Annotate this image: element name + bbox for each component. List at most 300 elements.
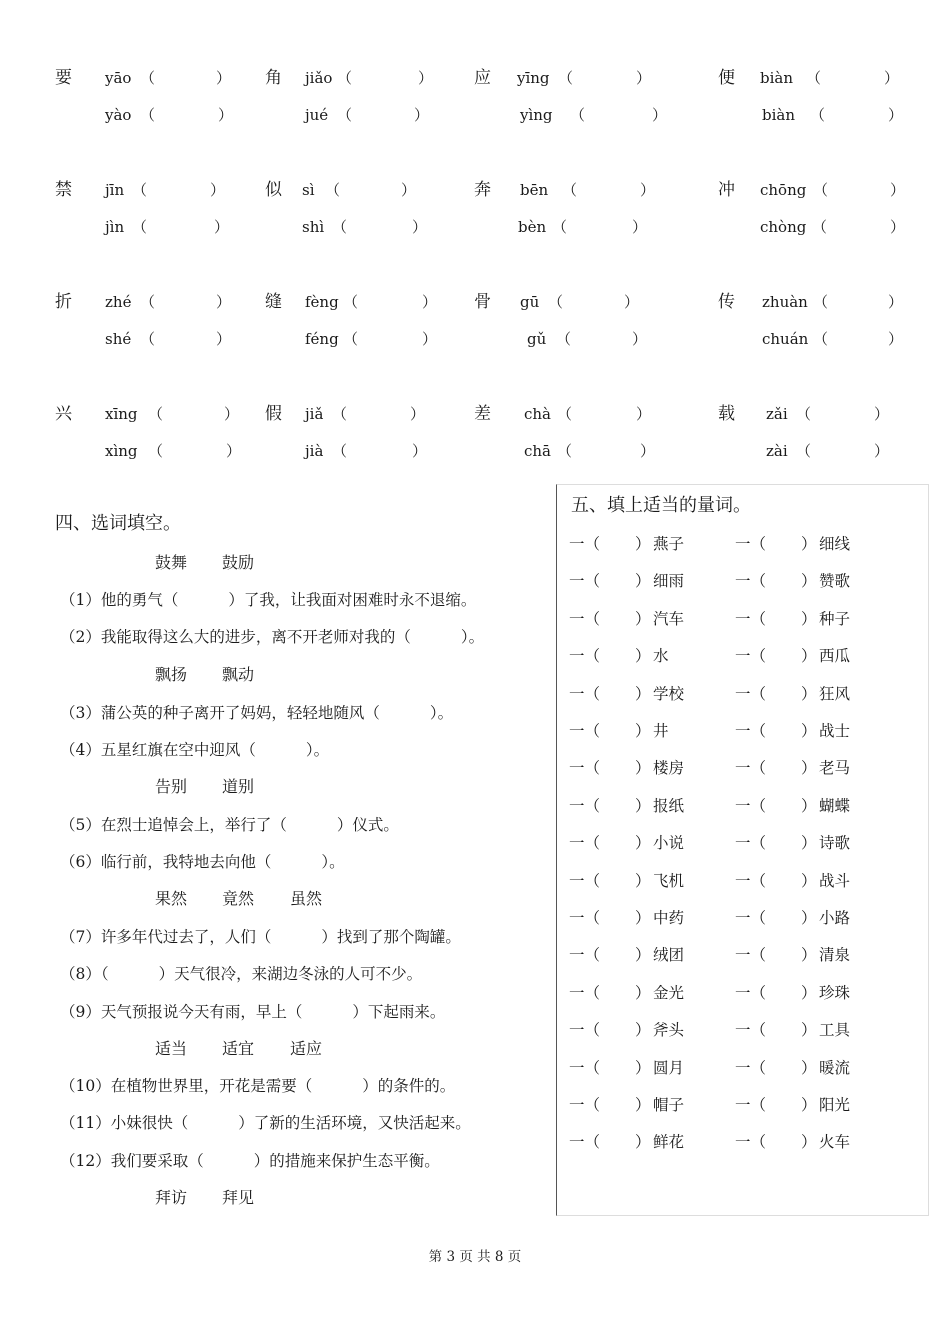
polyphonic-char: 载: [718, 404, 735, 424]
word-option: 虽然: [290, 889, 323, 908]
pinyin-reading: yào: [105, 106, 132, 124]
paren-open: （: [813, 181, 829, 199]
pinyin-reading: jìn: [105, 218, 125, 236]
measure-noun: 金光: [653, 984, 685, 1002]
paren-open: （: [343, 330, 359, 348]
answer-blank[interactable]: [584, 105, 650, 125]
answer-blank[interactable]: [154, 329, 214, 349]
question-text-after: ）。: [305, 741, 330, 759]
paren-close: ）: [635, 610, 651, 628]
section5-title: 五、填上适当的量词。: [571, 495, 751, 516]
pinyin-reading: zhuàn: [762, 293, 808, 311]
paren-close: ）: [801, 1133, 817, 1151]
paren-open: （: [140, 69, 156, 87]
answer-blank[interactable]: [146, 217, 212, 237]
paren-open: （: [557, 442, 573, 460]
word-option: 飘动: [222, 665, 255, 684]
paren-close: ）: [224, 405, 240, 423]
paren-open: （: [556, 330, 572, 348]
polyphonic-char: 要: [55, 68, 72, 88]
measure-prefix: 一（: [735, 834, 767, 852]
question-text-after: ）的条件的。: [362, 1077, 456, 1095]
fill-question: [60, 852, 345, 872]
question-text-before: 临行前，我特地去向他（: [100, 853, 272, 871]
measure-noun: 楼房: [653, 759, 685, 777]
question-number: （9）: [60, 1003, 101, 1021]
paren-close: ）: [888, 330, 904, 348]
measure-noun: 战士: [819, 722, 851, 740]
paren-close: ）: [635, 535, 651, 553]
measure-prefix: 一（: [735, 909, 767, 927]
measure-prefix: 一（: [735, 610, 767, 628]
paren-close: ）: [632, 330, 648, 348]
measure-prefix: 一（: [735, 647, 767, 665]
paren-close: ）: [801, 1096, 817, 1114]
question-number: （12）: [60, 1152, 111, 1170]
paren-close: ）: [635, 1133, 651, 1151]
answer-blank[interactable]: [357, 292, 420, 312]
page-footer: 第 3 页 共 8 页: [428, 1249, 522, 1265]
question-text-after: ）下起雨来。: [352, 1003, 446, 1021]
paren-open: （: [810, 106, 826, 124]
measure-noun: 水: [653, 647, 669, 665]
question-text-before: 在烈士追悼会上，举行了（: [100, 816, 287, 834]
measure-noun: 细线: [819, 535, 851, 553]
paren-close: ）: [410, 405, 426, 423]
pinyin-reading: zhé: [105, 293, 132, 311]
answer-blank[interactable]: [566, 217, 630, 237]
measure-noun: 中药: [653, 909, 685, 927]
paren-close: ）: [635, 685, 651, 703]
paren-close: ）: [412, 442, 428, 460]
paren-close: ）: [640, 442, 656, 460]
paren-close: ）: [635, 1059, 651, 1077]
question-text-before: 蒲公英的种子离开了妈妈，轻轻地随风（: [100, 704, 380, 722]
fill-question: [60, 740, 329, 760]
paren-close: ）: [218, 106, 234, 124]
paren-close: ）: [801, 1021, 817, 1039]
pinyin-reading: chòng: [760, 218, 807, 236]
pinyin-reading: yāo: [105, 69, 132, 87]
pinyin-reading: jià: [305, 442, 324, 460]
paren-close: ）: [801, 909, 817, 927]
paren-close: ）: [884, 69, 900, 87]
paren-close: ）: [635, 797, 651, 815]
answer-blank[interactable]: [162, 441, 224, 461]
answer-blank[interactable]: [346, 217, 410, 237]
measure-noun: 战斗: [819, 872, 851, 890]
question-number: （3）: [60, 704, 101, 722]
answer-blank[interactable]: [827, 292, 886, 312]
paren-close: ）: [422, 330, 438, 348]
paren-close: ）: [801, 572, 817, 590]
question-number: （11）: [60, 1114, 111, 1132]
measure-noun: 圆月: [653, 1059, 685, 1077]
word-option: 飘扬: [155, 665, 188, 684]
paren-close: ）: [888, 293, 904, 311]
word-option: 道别: [222, 777, 255, 796]
answer-blank[interactable]: [162, 404, 222, 424]
paren-open: （: [796, 442, 812, 460]
measure-prefix: 一（: [735, 759, 767, 777]
question-text-before: 五星红旗在空中迎风（: [100, 741, 256, 759]
polyphonic-char: 角: [265, 68, 282, 88]
paren-close: ）: [635, 722, 651, 740]
measure-prefix: 一（: [735, 1096, 767, 1114]
measure-prefix: 一（: [735, 797, 767, 815]
pinyin-reading: chuán: [762, 330, 809, 348]
paren-close: ）: [635, 647, 651, 665]
fill-question: [60, 590, 476, 610]
pinyin-reading: sì: [302, 181, 315, 199]
question-text-before: 天气预报说今天有雨，早上（: [100, 1003, 303, 1021]
pinyin-reading: jué: [305, 106, 329, 124]
question-text-after: ）的措施来保护生态平衡。: [253, 1152, 440, 1170]
paren-open: （: [148, 405, 164, 423]
measure-noun: 清泉: [819, 946, 851, 964]
measure-prefix: 一（: [569, 647, 601, 665]
answer-blank[interactable]: [351, 105, 412, 125]
measure-noun: 珍珠: [819, 984, 851, 1002]
paren-open: （: [332, 405, 348, 423]
paren-close: ）: [635, 1096, 651, 1114]
measure-noun: 学校: [653, 685, 685, 703]
measure-noun: 飞机: [653, 872, 685, 890]
answer-blank[interactable]: [820, 68, 882, 88]
paren-close: ）: [635, 572, 651, 590]
measure-noun: 报纸: [653, 797, 685, 815]
answer-blank[interactable]: [146, 180, 208, 200]
pinyin-reading: gǔ: [527, 330, 547, 348]
pinyin-reading: biàn: [760, 69, 794, 87]
paren-open: （: [558, 69, 574, 87]
paren-close: ）: [801, 797, 817, 815]
pinyin-reading: gū: [520, 293, 540, 311]
question-number: （7）: [60, 928, 101, 946]
measure-noun: 帽子: [653, 1096, 685, 1114]
word-option: 果然: [155, 889, 188, 908]
question-text-before: 我们要采取（: [110, 1152, 204, 1170]
question-text-after: ）仪式。: [336, 816, 399, 834]
paren-close: ）: [801, 610, 817, 628]
paren-close: ）: [888, 106, 904, 124]
paren-open: （: [132, 181, 148, 199]
question-text-before: （: [100, 965, 109, 983]
pinyin-reading: xìng: [105, 442, 138, 460]
word-option: 告别: [155, 777, 188, 796]
word-option: 拜访: [155, 1188, 188, 1207]
paren-close: ）: [652, 106, 668, 124]
polyphonic-char: 兴: [55, 404, 72, 424]
fill-question: [60, 703, 453, 723]
measure-prefix: 一（: [569, 759, 601, 777]
measure-noun: 小路: [819, 909, 851, 927]
pinyin-reading: shì: [302, 218, 325, 236]
polyphonic-char: 差: [474, 404, 491, 424]
polyphonic-char: 应: [474, 68, 491, 88]
measure-prefix: 一（: [735, 572, 767, 590]
fill-question: [60, 627, 484, 647]
pinyin-reading: chà: [524, 405, 552, 423]
paren-open: （: [148, 442, 164, 460]
fill-question: [60, 815, 399, 835]
measure-prefix: 一（: [569, 1133, 601, 1151]
fill-question: [60, 927, 461, 947]
paren-close: ）: [890, 181, 906, 199]
measure-prefix: 一（: [735, 946, 767, 964]
polyphonic-char: 禁: [55, 180, 72, 200]
paren-open: （: [557, 405, 573, 423]
paren-close: ）: [801, 685, 817, 703]
answer-blank[interactable]: [810, 441, 872, 461]
measure-prefix: 一（: [569, 722, 601, 740]
paren-open: （: [325, 181, 341, 199]
word-option: 适宜: [222, 1039, 255, 1058]
paren-close: ）: [214, 218, 230, 236]
paren-close: ）: [401, 181, 417, 199]
fill-question: [60, 1151, 440, 1171]
paren-open: （: [140, 106, 156, 124]
paren-close: ）: [890, 218, 906, 236]
answer-blank[interactable]: [154, 105, 216, 125]
pinyin-reading: chā: [524, 442, 552, 460]
paren-open: （: [813, 330, 829, 348]
measure-noun: 蝴蝶: [819, 797, 851, 815]
word-option: 鼓舞: [155, 553, 188, 572]
question-number: （2）: [60, 628, 101, 646]
measure-prefix: 一（: [735, 984, 767, 1002]
question-text-before: 在植物世界里，开花是需要（: [110, 1077, 313, 1095]
paren-open: （: [132, 218, 148, 236]
paren-close: ）: [635, 872, 651, 890]
answer-blank[interactable]: [351, 68, 416, 88]
question-number: （1）: [60, 591, 101, 609]
measure-noun: 鲜花: [653, 1133, 685, 1151]
measure-prefix: 一（: [735, 1133, 767, 1151]
question-number: （6）: [60, 853, 101, 871]
pinyin-reading: shé: [105, 330, 132, 348]
measure-prefix: 一（: [569, 535, 601, 553]
polyphonic-char: 骨: [474, 292, 491, 312]
answer-blank[interactable]: [826, 217, 888, 237]
measure-noun: 工具: [819, 1021, 851, 1039]
paren-open: （: [570, 106, 586, 124]
paren-close: ）: [635, 834, 651, 852]
question-number: （8）: [60, 965, 101, 983]
polyphonic-char: 传: [718, 292, 735, 312]
paren-open: （: [332, 218, 348, 236]
pinyin-reading: xīng: [105, 405, 138, 423]
paren-close: ）: [226, 442, 242, 460]
word-option: 适当: [155, 1039, 188, 1058]
paren-open: （: [562, 181, 578, 199]
measure-noun: 老马: [819, 759, 851, 777]
answer-blank[interactable]: [571, 404, 634, 424]
paren-open: （: [337, 106, 353, 124]
paren-open: （: [812, 218, 828, 236]
answer-blank[interactable]: [827, 329, 886, 349]
pinyin-reading: bèn: [518, 218, 547, 236]
measure-prefix: 一（: [735, 535, 767, 553]
paren-close: ）: [636, 405, 652, 423]
question-text-before: 他的勇气（: [100, 591, 179, 609]
answer-blank[interactable]: [824, 105, 886, 125]
paren-open: （: [813, 293, 829, 311]
answer-blank[interactable]: [154, 292, 214, 312]
answer-blank[interactable]: [576, 180, 638, 200]
paren-open: （: [332, 442, 348, 460]
paren-open: （: [337, 69, 353, 87]
polyphonic-char: 缝: [265, 292, 282, 312]
measure-prefix: 一（: [569, 984, 601, 1002]
fill-question: [60, 1113, 471, 1133]
paren-close: ）: [874, 405, 890, 423]
pinyin-reading: jīn: [105, 181, 125, 199]
pinyin-reading: fèng: [305, 293, 339, 311]
paren-close: ）: [874, 442, 890, 460]
measure-noun: 西瓜: [819, 647, 851, 665]
answer-blank[interactable]: [154, 68, 214, 88]
measure-prefix: 一（: [569, 872, 601, 890]
measure-prefix: 一（: [569, 797, 601, 815]
paren-close: ）: [216, 69, 232, 87]
paren-close: ）: [801, 535, 817, 553]
paren-open: （: [552, 218, 568, 236]
question-text-after: ）。: [460, 628, 485, 646]
pinyin-reading: zǎi: [766, 405, 788, 423]
question-text-after: ）了新的生活环境，又快活起来。: [238, 1114, 471, 1132]
measure-noun: 种子: [819, 610, 851, 628]
paren-close: ）: [636, 69, 652, 87]
measure-noun: 阳光: [819, 1096, 851, 1114]
paren-close: ）: [801, 647, 817, 665]
measure-prefix: 一（: [569, 685, 601, 703]
measure-noun: 火车: [819, 1133, 851, 1151]
question-text-after: ）。: [429, 704, 454, 722]
measure-prefix: 一（: [569, 1059, 601, 1077]
answer-blank[interactable]: [346, 441, 410, 461]
polyphonic-char: 便: [718, 68, 735, 88]
pinyin-reading: yìng: [520, 106, 553, 124]
question-text-after: ）找到了那个陶罐。: [321, 928, 461, 946]
measure-noun: 汽车: [653, 610, 685, 628]
word-option: 适应: [290, 1039, 323, 1058]
answer-blank[interactable]: [339, 180, 399, 200]
answer-blank[interactable]: [810, 404, 872, 424]
measure-noun: 绒团: [653, 946, 685, 964]
word-option: 竟然: [222, 889, 255, 908]
measure-word-box: [556, 484, 929, 1216]
paren-open: （: [796, 405, 812, 423]
measure-noun: 赞歌: [819, 572, 851, 590]
answer-blank[interactable]: [827, 180, 888, 200]
measure-noun: 井: [653, 722, 669, 740]
measure-noun: 燕子: [653, 535, 685, 553]
paren-open: （: [140, 330, 156, 348]
measure-noun: 诗歌: [819, 834, 851, 852]
question-number: （5）: [60, 816, 101, 834]
paren-close: ）: [801, 946, 817, 964]
measure-noun: 暖流: [819, 1059, 851, 1077]
polyphonic-char: 假: [265, 404, 282, 424]
measure-prefix: 一（: [569, 1021, 601, 1039]
pinyin-reading: jiǎ: [305, 405, 324, 423]
word-option: 鼓励: [222, 553, 255, 572]
pinyin-reading: jiǎo: [305, 69, 333, 87]
measure-noun: 小说: [653, 834, 685, 852]
measure-noun: 狂风: [819, 685, 851, 703]
pinyin-reading: chōng: [760, 181, 807, 199]
paren-open: （: [343, 293, 359, 311]
question-text-before: 小妹很快（: [110, 1114, 189, 1132]
pinyin-reading: zài: [766, 442, 788, 460]
paren-close: ）: [801, 1059, 817, 1077]
measure-prefix: 一（: [569, 946, 601, 964]
section4-title: 四、选词填空。: [55, 513, 181, 534]
measure-prefix: 一（: [569, 1096, 601, 1114]
pinyin-reading: bēn: [520, 181, 549, 199]
answer-blank[interactable]: [357, 329, 420, 349]
paren-close: ）: [635, 946, 651, 964]
measure-prefix: 一（: [569, 834, 601, 852]
question-number: （10）: [60, 1077, 111, 1095]
answer-blank[interactable]: [346, 404, 408, 424]
question-text-before: 许多年代过去了，人们（: [100, 928, 272, 946]
paren-close: ）: [635, 759, 651, 777]
polyphonic-char: 冲: [718, 180, 735, 200]
paren-close: ）: [414, 106, 430, 124]
measure-prefix: 一（: [569, 572, 601, 590]
answer-blank[interactable]: [562, 292, 622, 312]
paren-close: ）: [801, 872, 817, 890]
paren-close: ）: [635, 1021, 651, 1039]
answer-blank[interactable]: [570, 329, 630, 349]
polyphonic-char: 似: [265, 180, 282, 200]
measure-prefix: 一（: [569, 610, 601, 628]
word-option: 拜见: [222, 1188, 255, 1207]
question-text-after: ）。: [321, 853, 345, 871]
paren-close: ）: [801, 722, 817, 740]
pinyin-reading: yīng: [517, 69, 550, 87]
polyphonic-char: 折: [55, 292, 72, 312]
measure-noun: 细雨: [653, 572, 685, 590]
paren-close: ）: [640, 181, 656, 199]
polyphonic-char: 奔: [474, 180, 491, 200]
question-text-before: 我能取得这么大的进步，离不开老师对我的（: [100, 628, 411, 646]
measure-noun: 斧头: [653, 1021, 685, 1039]
answer-blank[interactable]: [571, 441, 638, 461]
answer-blank[interactable]: [572, 68, 634, 88]
paren-close: ）: [632, 218, 648, 236]
paren-close: ）: [418, 69, 434, 87]
measure-prefix: 一（: [735, 1021, 767, 1039]
paren-close: ）: [422, 293, 438, 311]
measure-prefix: 一（: [735, 722, 767, 740]
paren-close: ）: [624, 293, 640, 311]
paren-open: （: [548, 293, 564, 311]
fill-question: [60, 964, 422, 984]
pinyin-reading: biàn: [762, 106, 796, 124]
pinyin-reading: féng: [305, 330, 339, 348]
fill-question: [60, 1002, 445, 1022]
measure-prefix: 一（: [735, 872, 767, 890]
measure-prefix: 一（: [735, 1059, 767, 1077]
paren-close: ）: [801, 984, 817, 1002]
paren-open: （: [140, 293, 156, 311]
fill-question: [60, 1076, 455, 1096]
question-text-after: ）天气很冷，来湖边冬泳的人可不少。: [158, 965, 423, 983]
question-text-after: ）了我，让我面对困难时永不退缩。: [228, 591, 477, 609]
